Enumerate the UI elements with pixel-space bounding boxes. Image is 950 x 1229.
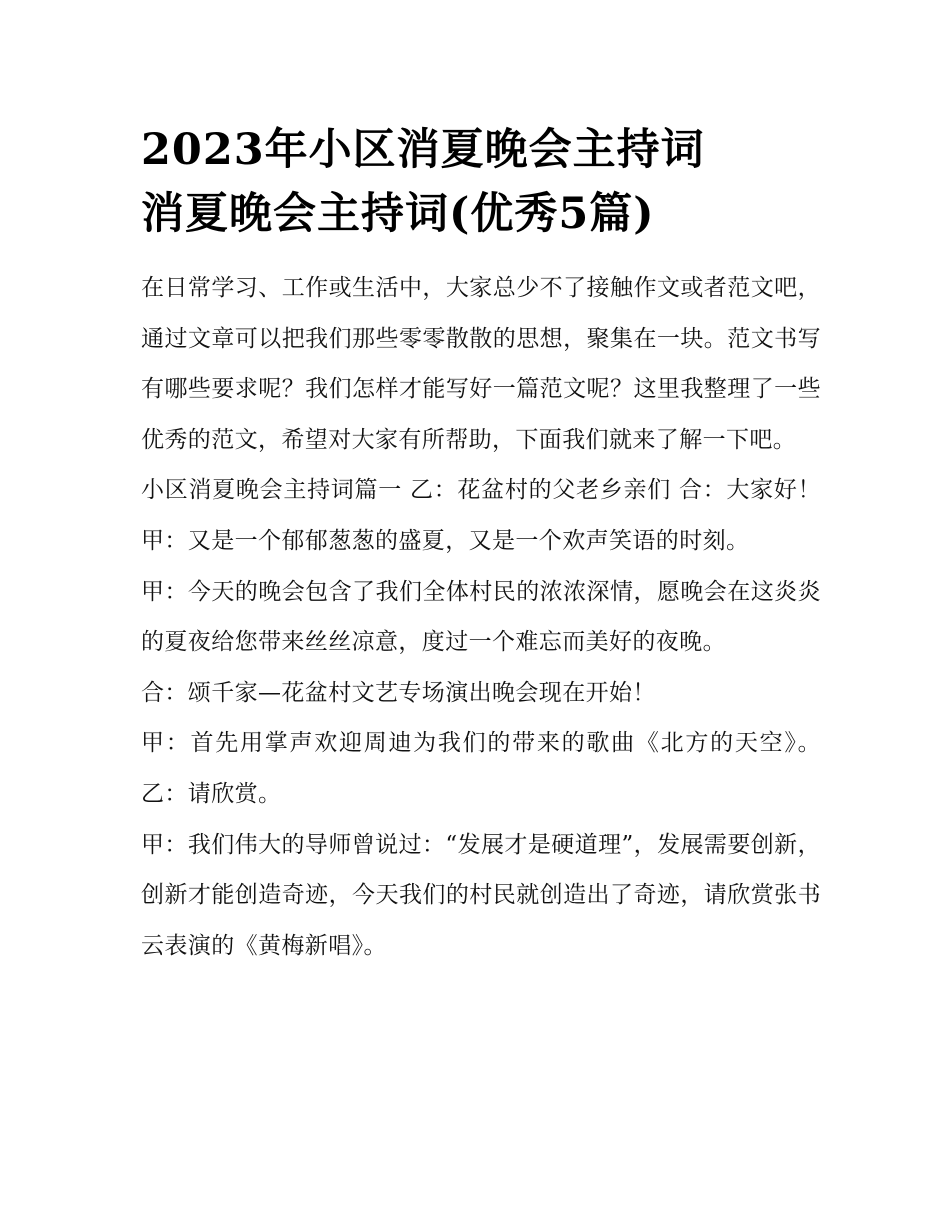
document-title (141, 118, 821, 246)
title-line-2: 消夏晚会主持词(优秀5篇) (141, 189, 655, 239)
paragraph-song: 甲：首先用掌声欢迎周迪为我们的带来的歌曲《北方的天空》。 乙：请欣赏。 (141, 730, 821, 807)
paragraph-opening: 小区消夏晚会主持词篇一 乙：花盆村的父老乡亲们 合：大家好！ 甲：又是一个郁郁葱葱的盛夏，又是一个欢声笑语的时刻。 (141, 477, 821, 554)
paragraph-innovation: 甲：我们伟大的导师曾说过：“发展才是硬道理”，发展需要创新，创新才能创造奇迹，今天我们的村民就创造出了奇迹，请欣赏张书云表演的《黄梅新唱》。 (141, 831, 821, 959)
paragraph-start: 合：颂千家—花盆村文艺专场演出晚会现在开始！ (141, 679, 656, 706)
document-page (141, 118, 821, 971)
paragraph-wishes: 甲：今天的晚会包含了我们全体村民的浓浓深情，愿晚会在这炎炎的夏夜给您带来丝丝凉意，度过一个难忘而美好的夜晚。 (141, 578, 821, 656)
title-line-1: 2023年小区消夏晚会主持词 (141, 125, 705, 175)
paragraph-intro: 在日常学习、工作或生活中，大家总少不了接触作文或者范文吧，通过文章可以把我们那些零零散散的思想，聚集在一块。范文书写有哪些要求呢？我们怎样才能写好一篇范文呢？这里我整理了一些优秀的范文，希望对大家有所帮助，下面我们就来了解一下吧。 (141, 275, 821, 453)
document-body (141, 263, 821, 971)
